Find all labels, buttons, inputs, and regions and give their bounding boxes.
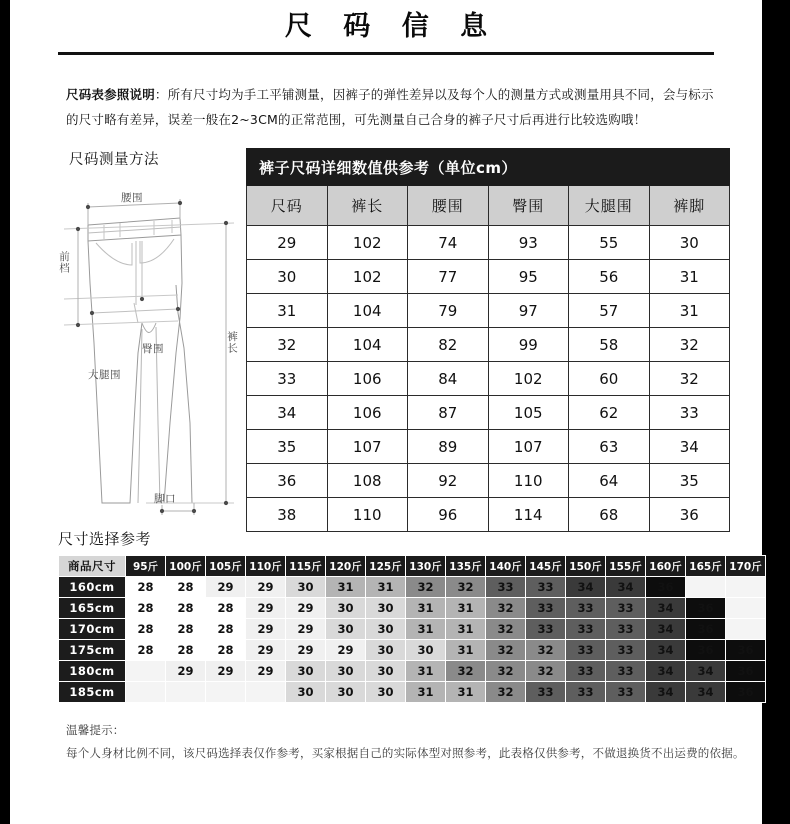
diagram-canvas	[58, 173, 244, 521]
grid-cell	[726, 598, 765, 618]
table-cell: 38	[247, 498, 328, 532]
grid-height-label-6: 185cm	[59, 682, 125, 702]
table-row	[247, 328, 730, 362]
table-row	[247, 464, 730, 498]
grid-cell	[686, 577, 725, 597]
size-table-caption-row	[247, 149, 730, 186]
table-cell: 33	[247, 362, 328, 396]
grid-cell: 30	[366, 619, 405, 639]
grid-cell: 30	[366, 661, 405, 681]
grid-cell: 32	[486, 640, 525, 660]
grid-weight-header-11: 145斤	[526, 556, 565, 576]
grid-cell: 32	[486, 661, 525, 681]
grid-row	[59, 640, 765, 660]
grid-cell: 32	[526, 661, 565, 681]
table-cell: 60	[569, 362, 650, 396]
grid-cell: 30	[286, 577, 325, 597]
table-cell: 79	[408, 294, 489, 328]
grid-cell: 33	[606, 682, 645, 702]
grid-cell: 33	[566, 682, 605, 702]
fit-reference-section	[10, 528, 762, 703]
size-table-col-1: 尺码	[247, 186, 328, 226]
grid-cell: 28	[126, 640, 165, 660]
table-cell: 102	[327, 226, 408, 260]
grid-cell: 28	[166, 640, 205, 660]
grid-cell: 30	[366, 682, 405, 702]
size-table-caption: 裤子尺码详细数值供参考（单位cm）	[247, 149, 730, 186]
table-cell: 99	[488, 328, 569, 362]
grid-body	[59, 577, 765, 702]
footer-note-body: 每个人身材比例不同，该尺码选择表仅作参考，买家根据自己的实际体型对照参考，此表格仅供参考，不做退换货不出运费的依据。	[66, 746, 745, 760]
grid-cell: 33	[526, 682, 565, 702]
grid-cell: 33	[526, 577, 565, 597]
table-cell: 31	[649, 260, 730, 294]
table-cell: 87	[408, 396, 489, 430]
grid-weight-header-4: 110斤	[246, 556, 285, 576]
grid-cell: 34	[646, 640, 685, 660]
size-table-col-6: 裤脚	[649, 186, 730, 226]
grid-row	[59, 682, 765, 702]
footer-note	[66, 719, 762, 765]
table-cell: 104	[327, 294, 408, 328]
title-divider	[58, 52, 714, 55]
table-cell: 77	[408, 260, 489, 294]
table-cell: 35	[649, 464, 730, 498]
grid-cell: 33	[566, 640, 605, 660]
disclaimer-line-1: ：所有尺寸均为手工平铺测量，因裤子的弹性差异以及每个人的测量方式或测量用具不同，会与标示	[154, 87, 714, 102]
grid-header-row	[59, 556, 765, 576]
table-cell: 110	[488, 464, 569, 498]
grid-height-label-2: 165cm	[59, 598, 125, 618]
grid-cell: 34	[646, 619, 685, 639]
grid-cell	[726, 619, 765, 639]
grid-cell: 29	[286, 619, 325, 639]
grid-cell: 28	[126, 598, 165, 618]
grid-cell: 28	[206, 619, 245, 639]
grid-cell: 33	[606, 640, 645, 660]
grid-weight-header-15: 165斤	[686, 556, 725, 576]
grid-cell: 32	[486, 598, 525, 618]
grid-weight-header-5: 115斤	[286, 556, 325, 576]
table-cell: 68	[569, 498, 650, 532]
table-row	[247, 226, 730, 260]
label-waist: 腰围	[121, 192, 143, 204]
grid-cell	[126, 682, 165, 702]
size-table-col-5: 大腿围	[569, 186, 650, 226]
label-thigh: 大腿围	[88, 369, 121, 381]
grid-cell: 32	[446, 661, 485, 681]
grid-cell: 31	[326, 577, 365, 597]
grid-cell: 28	[166, 577, 205, 597]
grid-cell: 31	[366, 577, 405, 597]
grid-cell: 32	[406, 577, 445, 597]
grid-row	[59, 577, 765, 597]
table-cell: 34	[247, 396, 328, 430]
table-cell: 64	[569, 464, 650, 498]
table-cell: 95	[488, 260, 569, 294]
table-cell: 30	[649, 226, 730, 260]
grid-height-label-4: 175cm	[59, 640, 125, 660]
grid-cell: 30	[366, 598, 405, 618]
grid-cell: 36	[726, 682, 765, 702]
measurement-diagram	[58, 148, 244, 520]
grid-corner-label: 商品尺寸	[59, 556, 125, 576]
measurement-disclaimer	[66, 82, 716, 132]
grid-weight-header-10: 140斤	[486, 556, 525, 576]
label-front-rise: 前档	[58, 251, 70, 274]
grid-cell: 36	[726, 661, 765, 681]
grid-row	[59, 661, 765, 681]
table-cell: 92	[408, 464, 489, 498]
grid-cell: 28	[166, 619, 205, 639]
table-cell: 30	[247, 260, 328, 294]
grid-weight-header-6: 120斤	[326, 556, 365, 576]
table-cell: 33	[649, 396, 730, 430]
grid-cell: 32	[446, 577, 485, 597]
grid-cell: 29	[326, 640, 365, 660]
grid-cell	[206, 682, 245, 702]
measurement-section	[10, 148, 762, 526]
label-hip: 臀围	[142, 343, 164, 355]
table-cell: 105	[488, 396, 569, 430]
table-cell: 57	[569, 294, 650, 328]
grid-cell: 31	[406, 598, 445, 618]
table-cell: 82	[408, 328, 489, 362]
grid-cell: 33	[526, 598, 565, 618]
grid-cell: 30	[326, 598, 365, 618]
grid-cell: 30	[286, 661, 325, 681]
label-pants-length: 裤长	[226, 331, 238, 354]
table-cell: 104	[327, 328, 408, 362]
table-cell: 36	[247, 464, 328, 498]
size-table-col-3: 腰围	[408, 186, 489, 226]
grid-cell: 30	[326, 661, 365, 681]
label-hem-opening: 脚口	[154, 493, 176, 505]
grid-cell: 36	[686, 640, 725, 660]
grid-cell: 33	[566, 619, 605, 639]
size-table-col-4: 臀围	[488, 186, 569, 226]
grid-cell: 36	[686, 619, 725, 639]
grid-cell: 30	[366, 640, 405, 660]
grid-row	[59, 619, 765, 639]
grid-weight-header-2: 100斤	[166, 556, 205, 576]
grid-cell	[726, 577, 765, 597]
grid-weight-header-9: 135斤	[446, 556, 485, 576]
disclaimer-label: 尺码表参照说明	[66, 87, 155, 102]
grid-weight-header-13: 155斤	[606, 556, 645, 576]
grid-cell: 34	[646, 598, 685, 618]
grid-cell: 29	[206, 577, 245, 597]
grid-cell: 31	[446, 598, 485, 618]
table-cell: 29	[247, 226, 328, 260]
size-detail-table	[246, 148, 730, 532]
grid-cell: 30	[326, 619, 365, 639]
table-cell: 31	[649, 294, 730, 328]
size-table-body	[247, 226, 730, 532]
grid-cell: 34	[686, 661, 725, 681]
grid-weight-header-16: 170斤	[726, 556, 765, 576]
grid-cell: 34	[646, 682, 685, 702]
table-cell: 106	[327, 362, 408, 396]
table-row	[247, 498, 730, 532]
table-cell: 114	[488, 498, 569, 532]
size-table-col-2: 裤长	[327, 186, 408, 226]
table-cell: 35	[247, 430, 328, 464]
table-cell: 63	[569, 430, 650, 464]
table-cell: 107	[327, 430, 408, 464]
grid-cell: 29	[246, 640, 285, 660]
table-cell: 74	[408, 226, 489, 260]
grid-cell: 31	[446, 640, 485, 660]
grid-cell: 32	[486, 682, 525, 702]
grid-cell: 28	[126, 619, 165, 639]
grid-cell: 33	[486, 577, 525, 597]
grid-cell: 32	[486, 619, 525, 639]
table-cell: 96	[408, 498, 489, 532]
table-cell: 56	[569, 260, 650, 294]
table-cell: 36	[649, 498, 730, 532]
grid-cell: 29	[246, 619, 285, 639]
table-cell: 97	[488, 294, 569, 328]
grid-cell: 36	[646, 577, 685, 597]
grid-cell: 29	[286, 640, 325, 660]
grid-weight-header-12: 150斤	[566, 556, 605, 576]
table-row	[247, 396, 730, 430]
grid-cell	[246, 682, 285, 702]
grid-cell: 28	[206, 598, 245, 618]
size-info-page	[10, 0, 762, 824]
table-row	[247, 430, 730, 464]
table-cell: 102	[488, 362, 569, 396]
table-cell: 89	[408, 430, 489, 464]
grid-height-label-1: 160cm	[59, 577, 125, 597]
table-cell: 110	[327, 498, 408, 532]
grid-cell: 33	[606, 661, 645, 681]
grid-cell: 31	[406, 661, 445, 681]
diagram-title: 尺码测量方法	[69, 152, 159, 168]
height-weight-grid	[58, 555, 766, 703]
grid-cell: 31	[406, 619, 445, 639]
table-cell: 34	[649, 430, 730, 464]
grid-cell: 31	[406, 682, 445, 702]
grid-cell: 33	[566, 661, 605, 681]
grid-cell: 29	[206, 661, 245, 681]
grid-cell: 28	[206, 640, 245, 660]
grid-cell: 28	[126, 577, 165, 597]
grid-cell: 30	[286, 682, 325, 702]
fit-reference-title: 尺寸选择参考	[58, 530, 152, 548]
grid-cell: 36	[686, 598, 725, 618]
table-cell: 62	[569, 396, 650, 430]
page-title: 尺 码 信 息	[284, 11, 499, 42]
table-cell: 32	[649, 328, 730, 362]
grid-cell: 33	[606, 598, 645, 618]
table-row	[247, 260, 730, 294]
grid-weight-header-7: 125斤	[366, 556, 405, 576]
grid-weight-header-1: 95斤	[126, 556, 165, 576]
table-cell: 31	[247, 294, 328, 328]
grid-cell: 29	[246, 598, 285, 618]
table-cell: 107	[488, 430, 569, 464]
table-row	[247, 362, 730, 396]
grid-cell: 34	[606, 577, 645, 597]
grid-cell: 32	[526, 640, 565, 660]
table-cell: 58	[569, 328, 650, 362]
grid-cell: 34	[686, 682, 725, 702]
grid-height-label-3: 170cm	[59, 619, 125, 639]
grid-cell: 33	[526, 619, 565, 639]
grid-cell: 30	[406, 640, 445, 660]
table-cell: 32	[247, 328, 328, 362]
disclaimer-line-2: 的尺寸略有差异，误差一般在2~3CM的正常范围，可先测量自己合身的裤子尺寸后再进行比较选购哦！	[66, 112, 647, 127]
grid-cell: 36	[726, 640, 765, 660]
table-cell: 106	[327, 396, 408, 430]
grid-cell	[166, 682, 205, 702]
footer-note-heading: 温馨提示：	[66, 723, 125, 737]
grid-height-label-5: 180cm	[59, 661, 125, 681]
table-cell: 32	[649, 362, 730, 396]
grid-cell: 33	[566, 598, 605, 618]
grid-weight-header-3: 105斤	[206, 556, 245, 576]
size-table-header-row	[247, 186, 730, 226]
table-cell: 93	[488, 226, 569, 260]
grid-cell: 30	[326, 682, 365, 702]
grid-cell: 29	[246, 661, 285, 681]
grid-cell: 34	[566, 577, 605, 597]
grid-cell: 33	[606, 619, 645, 639]
grid-cell: 29	[246, 577, 285, 597]
grid-weight-header-14: 160斤	[646, 556, 685, 576]
table-cell: 102	[327, 260, 408, 294]
grid-cell: 31	[446, 619, 485, 639]
table-cell: 84	[408, 362, 489, 396]
grid-cell: 34	[646, 661, 685, 681]
grid-cell: 29	[166, 661, 205, 681]
grid-cell	[126, 661, 165, 681]
grid-cell: 29	[286, 598, 325, 618]
table-cell: 55	[569, 226, 650, 260]
grid-cell: 28	[166, 598, 205, 618]
table-cell: 108	[327, 464, 408, 498]
title-block	[10, 0, 762, 55]
grid-cell: 31	[446, 682, 485, 702]
grid-weight-header-8: 130斤	[406, 556, 445, 576]
grid-row	[59, 598, 765, 618]
table-row	[247, 294, 730, 328]
